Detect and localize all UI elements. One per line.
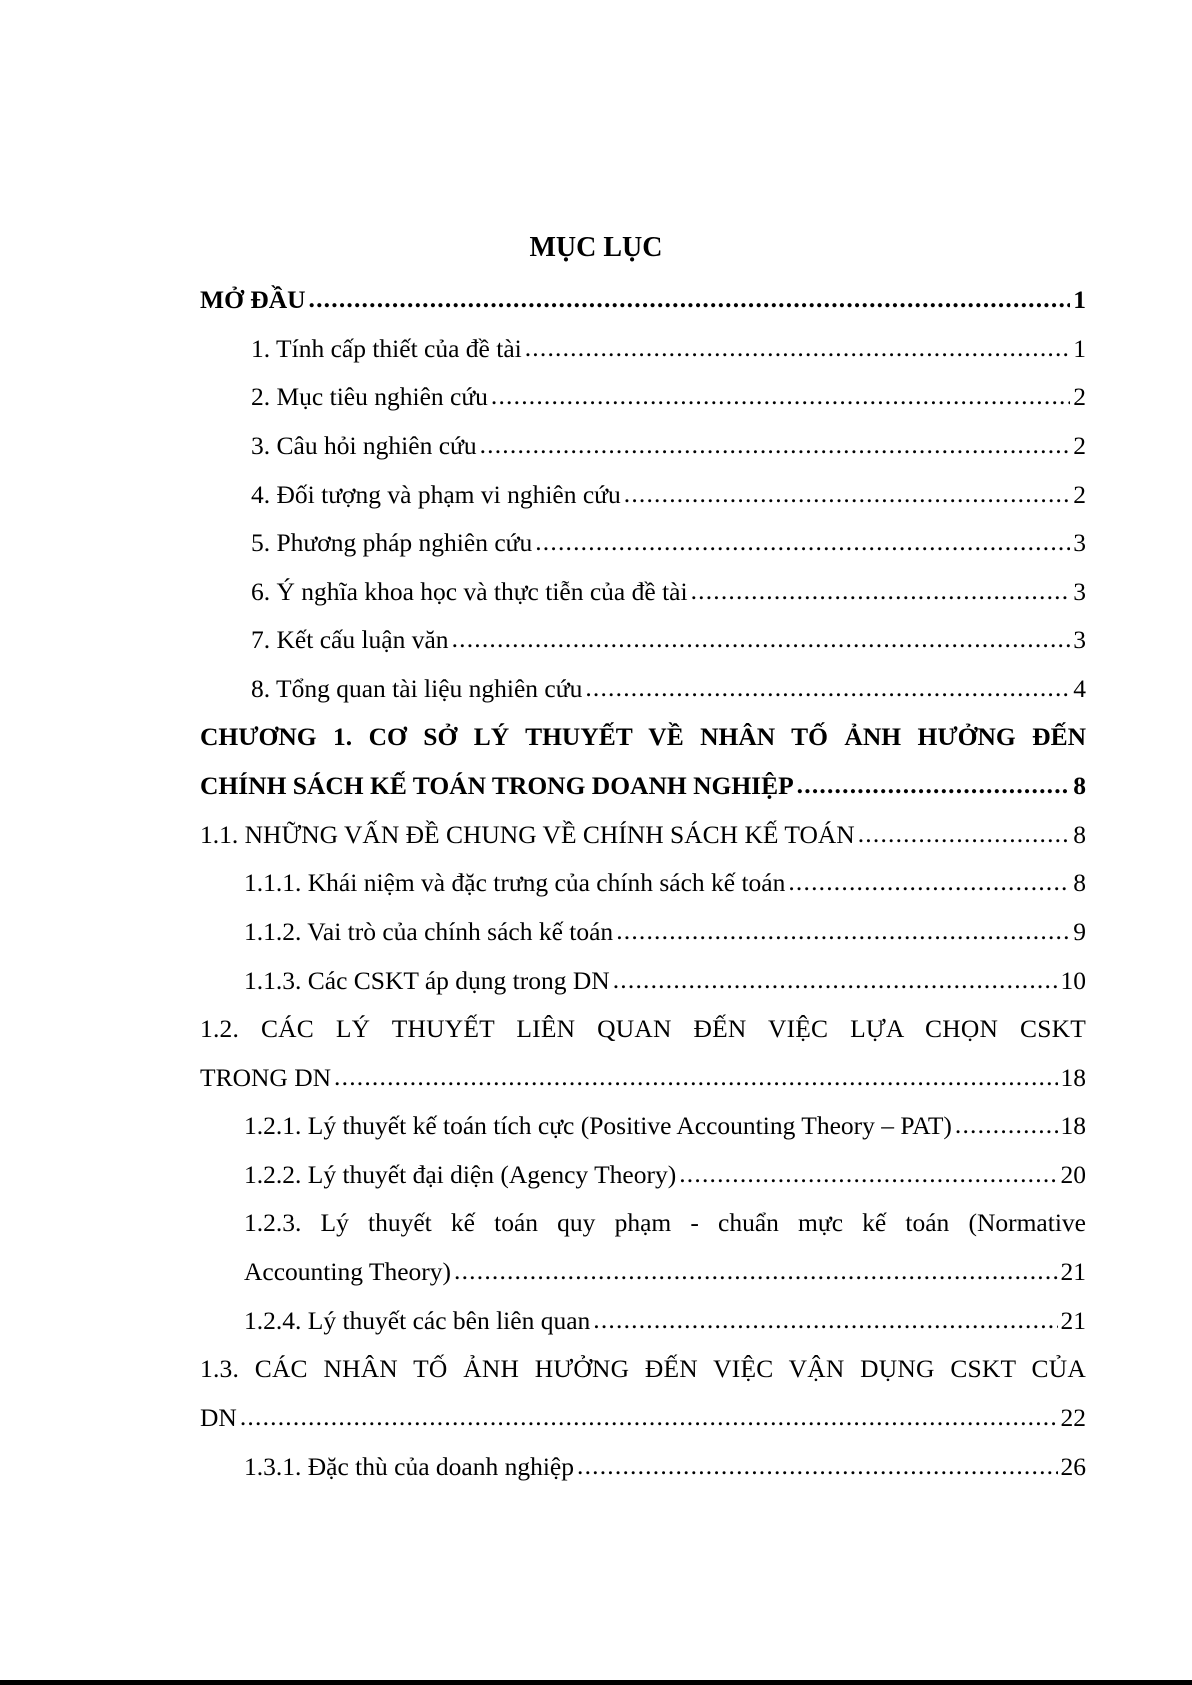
toc-entry[interactable]: [200, 1442, 1086, 1491]
dot-leader: [593, 1305, 1057, 1335]
toc-entry[interactable]: [200, 956, 1086, 1005]
toc-page-number: 1: [1073, 285, 1086, 315]
toc-page-number: 3: [1073, 625, 1086, 655]
toc-entry-label: 1.1.3. Các CSKT áp dụng trong DN: [244, 965, 610, 995]
toc-entry-label: 1.2. CÁC LÝ THUYẾT LIÊN QUAN ĐẾN VIỆC LỰA CHỌN CSKT: [200, 1013, 1086, 1043]
toc-entry-label: 1.2.4. Lý thuyết các bên liên quan: [244, 1305, 591, 1335]
dot-leader: [788, 867, 1070, 897]
toc-page-number: 9: [1073, 917, 1086, 947]
toc-page-number: 26: [1060, 1451, 1086, 1481]
toc-page-number: 2: [1073, 382, 1086, 412]
page-title: MỤC LỤC: [529, 232, 663, 263]
toc-page-number: 4: [1073, 674, 1086, 704]
toc-section-1-2-line-1[interactable]: [200, 1005, 1086, 1054]
toc-section-1-3-line-2[interactable]: [200, 1394, 1086, 1443]
toc-page-number: 8: [1073, 819, 1086, 849]
toc-entry-label: 1.1.1. Khái niệm và đặc trưng của chính sách kế toán: [244, 868, 786, 898]
toc-page-number: 22: [1060, 1402, 1086, 1432]
toc-entry-1-2-3-line-2[interactable]: [200, 1248, 1086, 1297]
dot-leader: [955, 1110, 1058, 1140]
toc-entry-mo-dau[interactable]: [200, 276, 1086, 325]
dot-leader: [577, 1451, 1058, 1481]
toc-section-1-2-line-2[interactable]: [200, 1054, 1086, 1103]
toc-entry-label: 1.2.3. Lý thuyết kế toán quy phạm - chuẩn mực kế toán (Normative: [244, 1208, 1086, 1238]
toc-entry-label: 7. Kết cấu luận văn: [251, 625, 449, 655]
toc-entry-label: 5. Phương pháp nghiên cứu: [251, 528, 533, 558]
dot-leader: [585, 673, 1070, 703]
toc-entry-label: 2. Mục tiêu nghiên cứu: [251, 382, 488, 412]
dot-leader: [624, 479, 1071, 509]
toc-entry[interactable]: [200, 665, 1086, 714]
toc-chapter-1-line-1[interactable]: [200, 713, 1086, 762]
toc-entry[interactable]: [200, 616, 1086, 665]
toc-entry-label: 1.2.2. Lý thuyết đại diện (Agency Theory): [244, 1159, 677, 1189]
dot-leader: [491, 381, 1070, 411]
dot-leader: [679, 1159, 1057, 1189]
dot-leader: [691, 576, 1071, 606]
toc-page-number: 1: [1073, 333, 1086, 363]
toc-entry-label: 1.1. NHỮNG VẤN ĐỀ CHUNG VỀ CHÍNH SÁCH KẾ TOÁN: [200, 819, 855, 849]
toc-page-number: 21: [1060, 1305, 1086, 1335]
toc-section-1-1[interactable]: [200, 811, 1086, 860]
dot-leader: [858, 819, 1071, 849]
toc-entry-label: 1. Tính cấp thiết của đề tài: [251, 333, 522, 363]
toc-page-number: 21: [1060, 1257, 1086, 1287]
toc-page-number: 18: [1060, 1062, 1086, 1092]
toc-entry[interactable]: [200, 908, 1086, 957]
toc-page-number: 3: [1073, 528, 1086, 558]
toc-chapter-1-line-2[interactable]: [200, 762, 1086, 811]
dot-leader: [334, 1062, 1057, 1092]
toc-page-number: 2: [1073, 479, 1086, 509]
dot-leader: [613, 965, 1058, 995]
toc-entry[interactable]: [200, 1102, 1086, 1151]
dot-leader: [480, 430, 1071, 460]
toc-entry[interactable]: [200, 1296, 1086, 1345]
dot-leader: [535, 527, 1070, 557]
toc-entry[interactable]: [200, 519, 1086, 568]
toc-page-number: 8: [1073, 868, 1086, 898]
toc-entry[interactable]: [200, 1151, 1086, 1200]
toc-entry-label: 1.3. CÁC NHÂN TỐ ẢNH HƯỞNG ĐẾN VIỆC VẬN DỤNG CSKT CỦA: [200, 1354, 1086, 1384]
toc-page-number: 3: [1073, 576, 1086, 606]
toc-entry-label: MỞ ĐẦU: [200, 285, 306, 315]
toc-entry-label: 4. Đối tượng và phạm vi nghiên cứu: [251, 479, 621, 509]
toc-entry-label: 1.1.2. Vai trò của chính sách kế toán: [244, 917, 614, 947]
dot-leader: [797, 770, 1071, 800]
toc-entry-label: CHƯƠNG 1. CƠ SỞ LÝ THUYẾT VỀ NHÂN TỐ ẢNH HƯỞNG ĐẾN: [200, 722, 1086, 752]
toc-entry[interactable]: [200, 859, 1086, 908]
toc-section-1-3-line-1[interactable]: [200, 1345, 1086, 1394]
toc-entry[interactable]: [200, 568, 1086, 617]
toc-entry-label: 1.2.1. Lý thuyết kế toán tích cực (Positive Accounting Theory – PAT): [244, 1111, 952, 1141]
dot-leader: [616, 916, 1070, 946]
page-bottom-edge: [0, 1680, 1192, 1685]
toc-entry-label: 8. Tổng quan tài liệu nghiên cứu: [251, 674, 583, 704]
toc-page-number: 8: [1073, 771, 1086, 801]
table-of-contents: [200, 276, 1086, 1491]
toc-entry-label: CHÍNH SÁCH KẾ TOÁN TRONG DOANH NGHIỆP: [200, 771, 794, 801]
toc-entry[interactable]: [200, 373, 1086, 422]
toc-entry[interactable]: [200, 422, 1086, 471]
toc-page-number: 10: [1060, 965, 1086, 995]
toc-page-number: 20: [1060, 1159, 1086, 1189]
toc-entry-label: TRONG DN: [200, 1062, 332, 1092]
toc-entry-1-2-3-line-1[interactable]: [200, 1199, 1086, 1248]
dot-leader: [309, 284, 1071, 314]
toc-entry-label: 6. Ý nghĩa khoa học và thực tiễn của đề tài: [251, 576, 688, 606]
toc-entry[interactable]: [200, 470, 1086, 519]
toc-entry-label: 3. Câu hỏi nghiên cứu: [251, 431, 477, 461]
dot-leader: [454, 1256, 1057, 1286]
dot-leader: [240, 1402, 1058, 1432]
dot-leader: [452, 624, 1071, 654]
toc-entry[interactable]: [200, 325, 1086, 374]
toc-entry-label: Accounting Theory): [244, 1257, 452, 1287]
toc-page-number: 18: [1060, 1111, 1086, 1141]
dot-leader: [525, 333, 1071, 363]
toc-entry-label: 1.3.1. Đặc thù của doanh nghiệp: [244, 1451, 574, 1481]
toc-entry-label: DN: [200, 1402, 237, 1432]
toc-page-number: 2: [1073, 431, 1086, 461]
